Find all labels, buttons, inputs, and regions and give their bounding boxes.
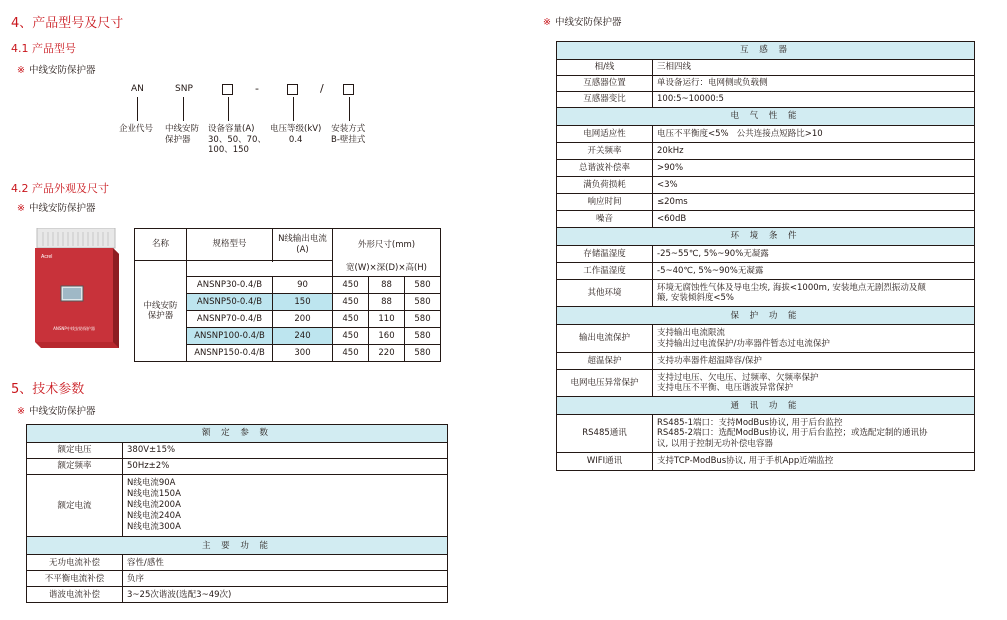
ct-header: 互 感 器 (557, 42, 975, 60)
dim-header-current: N线输出电流 (A) (273, 229, 333, 261)
dimension-table (134, 228, 441, 362)
table-row: 开关频率 20kHz (557, 143, 975, 160)
code-label-capacity: 设备容量(A) 30、50、70、 100、150 (208, 124, 266, 156)
table-row: 输出电流保护 支持输出电流限流 支持输出过电流保护/功率器件暂态过电流保护 (557, 325, 975, 352)
section-5-note: ※ 中线安防保护器 (17, 406, 96, 417)
code-dash: - (255, 82, 259, 95)
code-label-product: 中线安防 保护器 (165, 124, 200, 145)
table-row: ANSNP100-0.4/B 240 450 160 580 (135, 328, 441, 345)
section-41-note: ※ 中线安防保护器 (17, 65, 96, 76)
table-row: 互感器变比 100:5~10000:5 (557, 92, 975, 108)
table-row: 额定电流 N线电流90A N线电流150A N线电流200A N线电流240A N线电流300A (27, 475, 448, 537)
device-brand: Acrel (41, 254, 53, 260)
rated-header: 额 定 参 数 (27, 425, 448, 443)
note-mark-icon: ※ (17, 65, 25, 76)
table-row: ANSNP50-0.4/B 150 450 88 580 (135, 294, 441, 311)
table-row: 电网适应性 电压不平衡度<5% 公共连接点短路比>10 (557, 126, 975, 143)
table-row: 其他环境 环境无腐蚀性气体及导电尘埃, 海拔<1000m, 安装地点无剧烈振动及颠 簸, 安装倾斜度<5% (557, 280, 975, 307)
table-row: 噪音 <60dB (557, 211, 975, 228)
code-line-3 (228, 97, 229, 121)
dim-header-dim-sub: 宽(W)×深(D)×高(H) (333, 261, 441, 277)
table-row: 工作温湿度 -5~40℃, 5%~90%无凝露 (557, 263, 975, 280)
env-header: 环 境 条 件 (557, 228, 975, 246)
prot-header: 保 护 功 能 (557, 307, 975, 325)
device-image (33, 228, 121, 350)
table-row: 不平衡电流补偿 负序 (27, 571, 448, 587)
code-an: AN (131, 84, 144, 94)
code-snp: SNP (175, 84, 193, 94)
note-mark-icon: ※ (543, 17, 551, 28)
section-5-title: 5、技术参数 (11, 382, 85, 397)
table-row: 超温保护 支持功率器件超温降容/保护 (557, 352, 975, 369)
table-row: ANSNP30-0.4/B 90 450 88 580 (135, 277, 441, 294)
section-4-title: 4、产品型号及尺寸 (11, 16, 124, 31)
table-row: 谐波电流补偿 3~25次谐波(选配3~49次) (27, 587, 448, 603)
table-row: 互感器位置 单设备运行：电网侧或负载侧 (557, 76, 975, 92)
spec-table (556, 41, 975, 471)
table-row: 满负荷损耗 <3% (557, 177, 975, 194)
table-row: WIFI通讯 支持TCP-ModBus协议, 用于手机App近端监控 (557, 452, 975, 470)
table-row: 存储温湿度 -25~55℃, 5%~90%无凝露 (557, 246, 975, 263)
code-line-2 (183, 97, 184, 121)
section-42-note: ※ 中线安防保护器 (17, 203, 96, 214)
table-row: RS485通讯 RS485-1端口：支持ModBus协议, 用于后台监控 RS485-2端口：选配ModBus协议, 用于后台监控；或选配定制的通讯协 议, 以用于控制无功补偿电容器 (557, 415, 975, 453)
table-row: ANSNP70-0.4/B 200 450 110 580 (135, 311, 441, 328)
dim-header-model: 规格型号 (187, 229, 273, 261)
table-row: 响应时间 ≤20ms (557, 194, 975, 211)
note-mark-icon: ※ (17, 406, 25, 417)
elec-header: 电 气 性 能 (557, 108, 975, 126)
code-line-1 (137, 97, 138, 121)
right-note: ※ 中线安防保护器 (543, 17, 622, 28)
code-box-capacity (222, 84, 233, 95)
code-label-company: 企业代号 (119, 124, 154, 134)
table-row: ANSNP150-0.4/B 300 450 220 580 (135, 345, 441, 362)
device-panel-text: ANSNP中线安防保护器 (53, 326, 95, 331)
code-slash: / (320, 82, 324, 95)
note-mark-icon: ※ (17, 203, 25, 214)
dim-header-dim: 外形尺寸(mm) (333, 229, 441, 261)
section-42-title: 4.2 产品外观及尺寸 (11, 182, 109, 195)
table-row: 额定电压 380V±15% (27, 443, 448, 459)
code-box-voltage (287, 84, 298, 95)
table-row: 电网电压异常保护 支持过电压、欠电压、过频率、欠频率保护 支持电压不平衡、电压谐波异常保护 (557, 369, 975, 396)
tech-params-table (26, 424, 448, 603)
func-header: 主 要 功 能 (27, 537, 448, 555)
table-row: 额定频率 50Hz±2% (27, 459, 448, 475)
table-row: 无功电流补偿 容性/感性 (27, 555, 448, 571)
code-line-4 (293, 97, 294, 121)
dim-header-name: 名称 (135, 229, 187, 261)
section-41-title: 4.1 产品型号 (11, 42, 76, 55)
code-box-install (343, 84, 354, 95)
code-label-install: 安装方式 B-壁挂式 (331, 124, 366, 145)
table-row: 相/线 三相四线 (557, 60, 975, 76)
dim-name-cell: 中线安防 保护器 (135, 261, 187, 362)
code-label-voltage: 电压等级(kV) 0.4 (270, 124, 322, 145)
table-row: 总谐波补偿率 >90% (557, 160, 975, 177)
comm-header: 通 讯 功 能 (557, 397, 975, 415)
code-line-5 (349, 97, 350, 121)
